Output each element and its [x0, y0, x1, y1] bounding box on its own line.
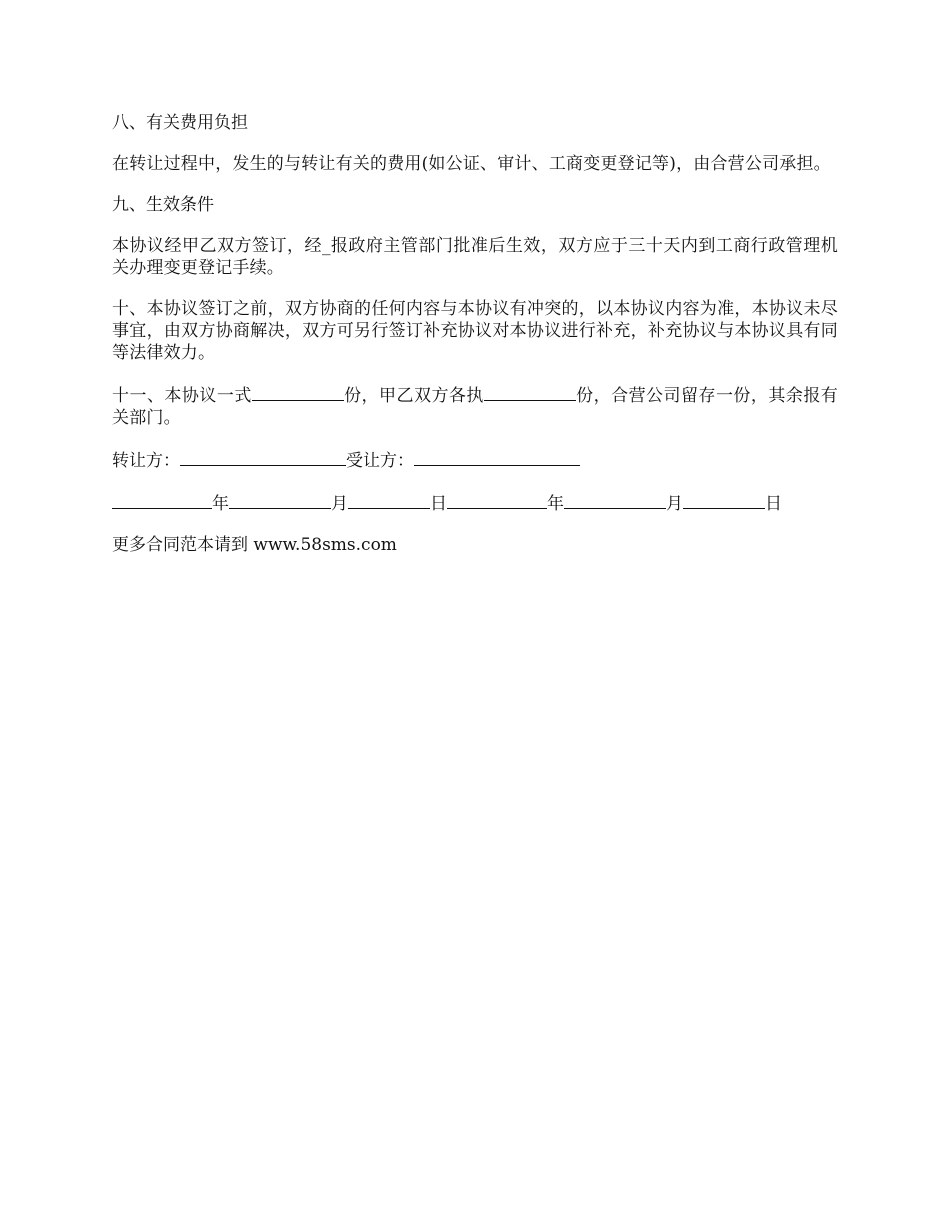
transferor-day-blank[interactable] — [348, 491, 430, 509]
copies-each-blank[interactable] — [484, 383, 576, 401]
section-11-part1: 十一、本协议一式 — [112, 386, 252, 406]
section-9-body: 本协议经甲乙双方签订，经_报政府主管部门批准后生效，双方应于三十天内到工商行政管理机关办理变更登记手续。 — [112, 236, 838, 278]
transferor-month-blank[interactable] — [229, 491, 331, 509]
date-line — [112, 491, 838, 515]
month-label-2: 月 — [666, 494, 683, 514]
section-9-heading: 九、生效条件 — [112, 195, 214, 215]
transferee-year-blank[interactable] — [447, 491, 547, 509]
year-label: 年 — [212, 494, 229, 514]
section-8-heading: 八、有关费用负担 — [112, 113, 248, 133]
section-11-part2: 份，甲乙双方各执 — [343, 386, 484, 406]
day-label-2: 日 — [765, 494, 782, 514]
transferee-label: 受让方： — [346, 451, 414, 471]
section-11-part3: 份，合营公司留存一份，其余报有关部门。 — [112, 386, 838, 428]
month-label: 月 — [331, 494, 348, 514]
transferee-signature-blank[interactable] — [414, 448, 580, 466]
transferor-year-blank[interactable] — [112, 491, 212, 509]
document-page — [112, 112, 838, 556]
year-label-2: 年 — [547, 494, 564, 514]
transferee-day-blank[interactable] — [683, 491, 765, 509]
footer-link-text: 更多合同范本请到 www.58sms.com — [112, 535, 397, 555]
transferee-month-blank[interactable] — [564, 491, 666, 509]
transferor-label: 转让方： — [112, 451, 180, 471]
copies-total-blank[interactable] — [252, 383, 344, 401]
transferor-signature-blank[interactable] — [180, 448, 346, 466]
section-11-body — [112, 383, 838, 429]
signature-line — [112, 448, 838, 472]
section-8-body: 在转让过程中，发生的与转让有关的费用(如公证、审计、工商变更登记等)，由合营公司承担。 — [112, 154, 831, 174]
section-10-body: 十、本协议签订之前，双方协商的任何内容与本协议有冲突的，以本协议内容为准，本协议未尽事宜，由双方协商解决，双方可另行签订补充协议对本协议进行补充，补充协议与本协议具有同等法律效力。 — [112, 299, 838, 363]
day-label: 日 — [430, 494, 447, 514]
